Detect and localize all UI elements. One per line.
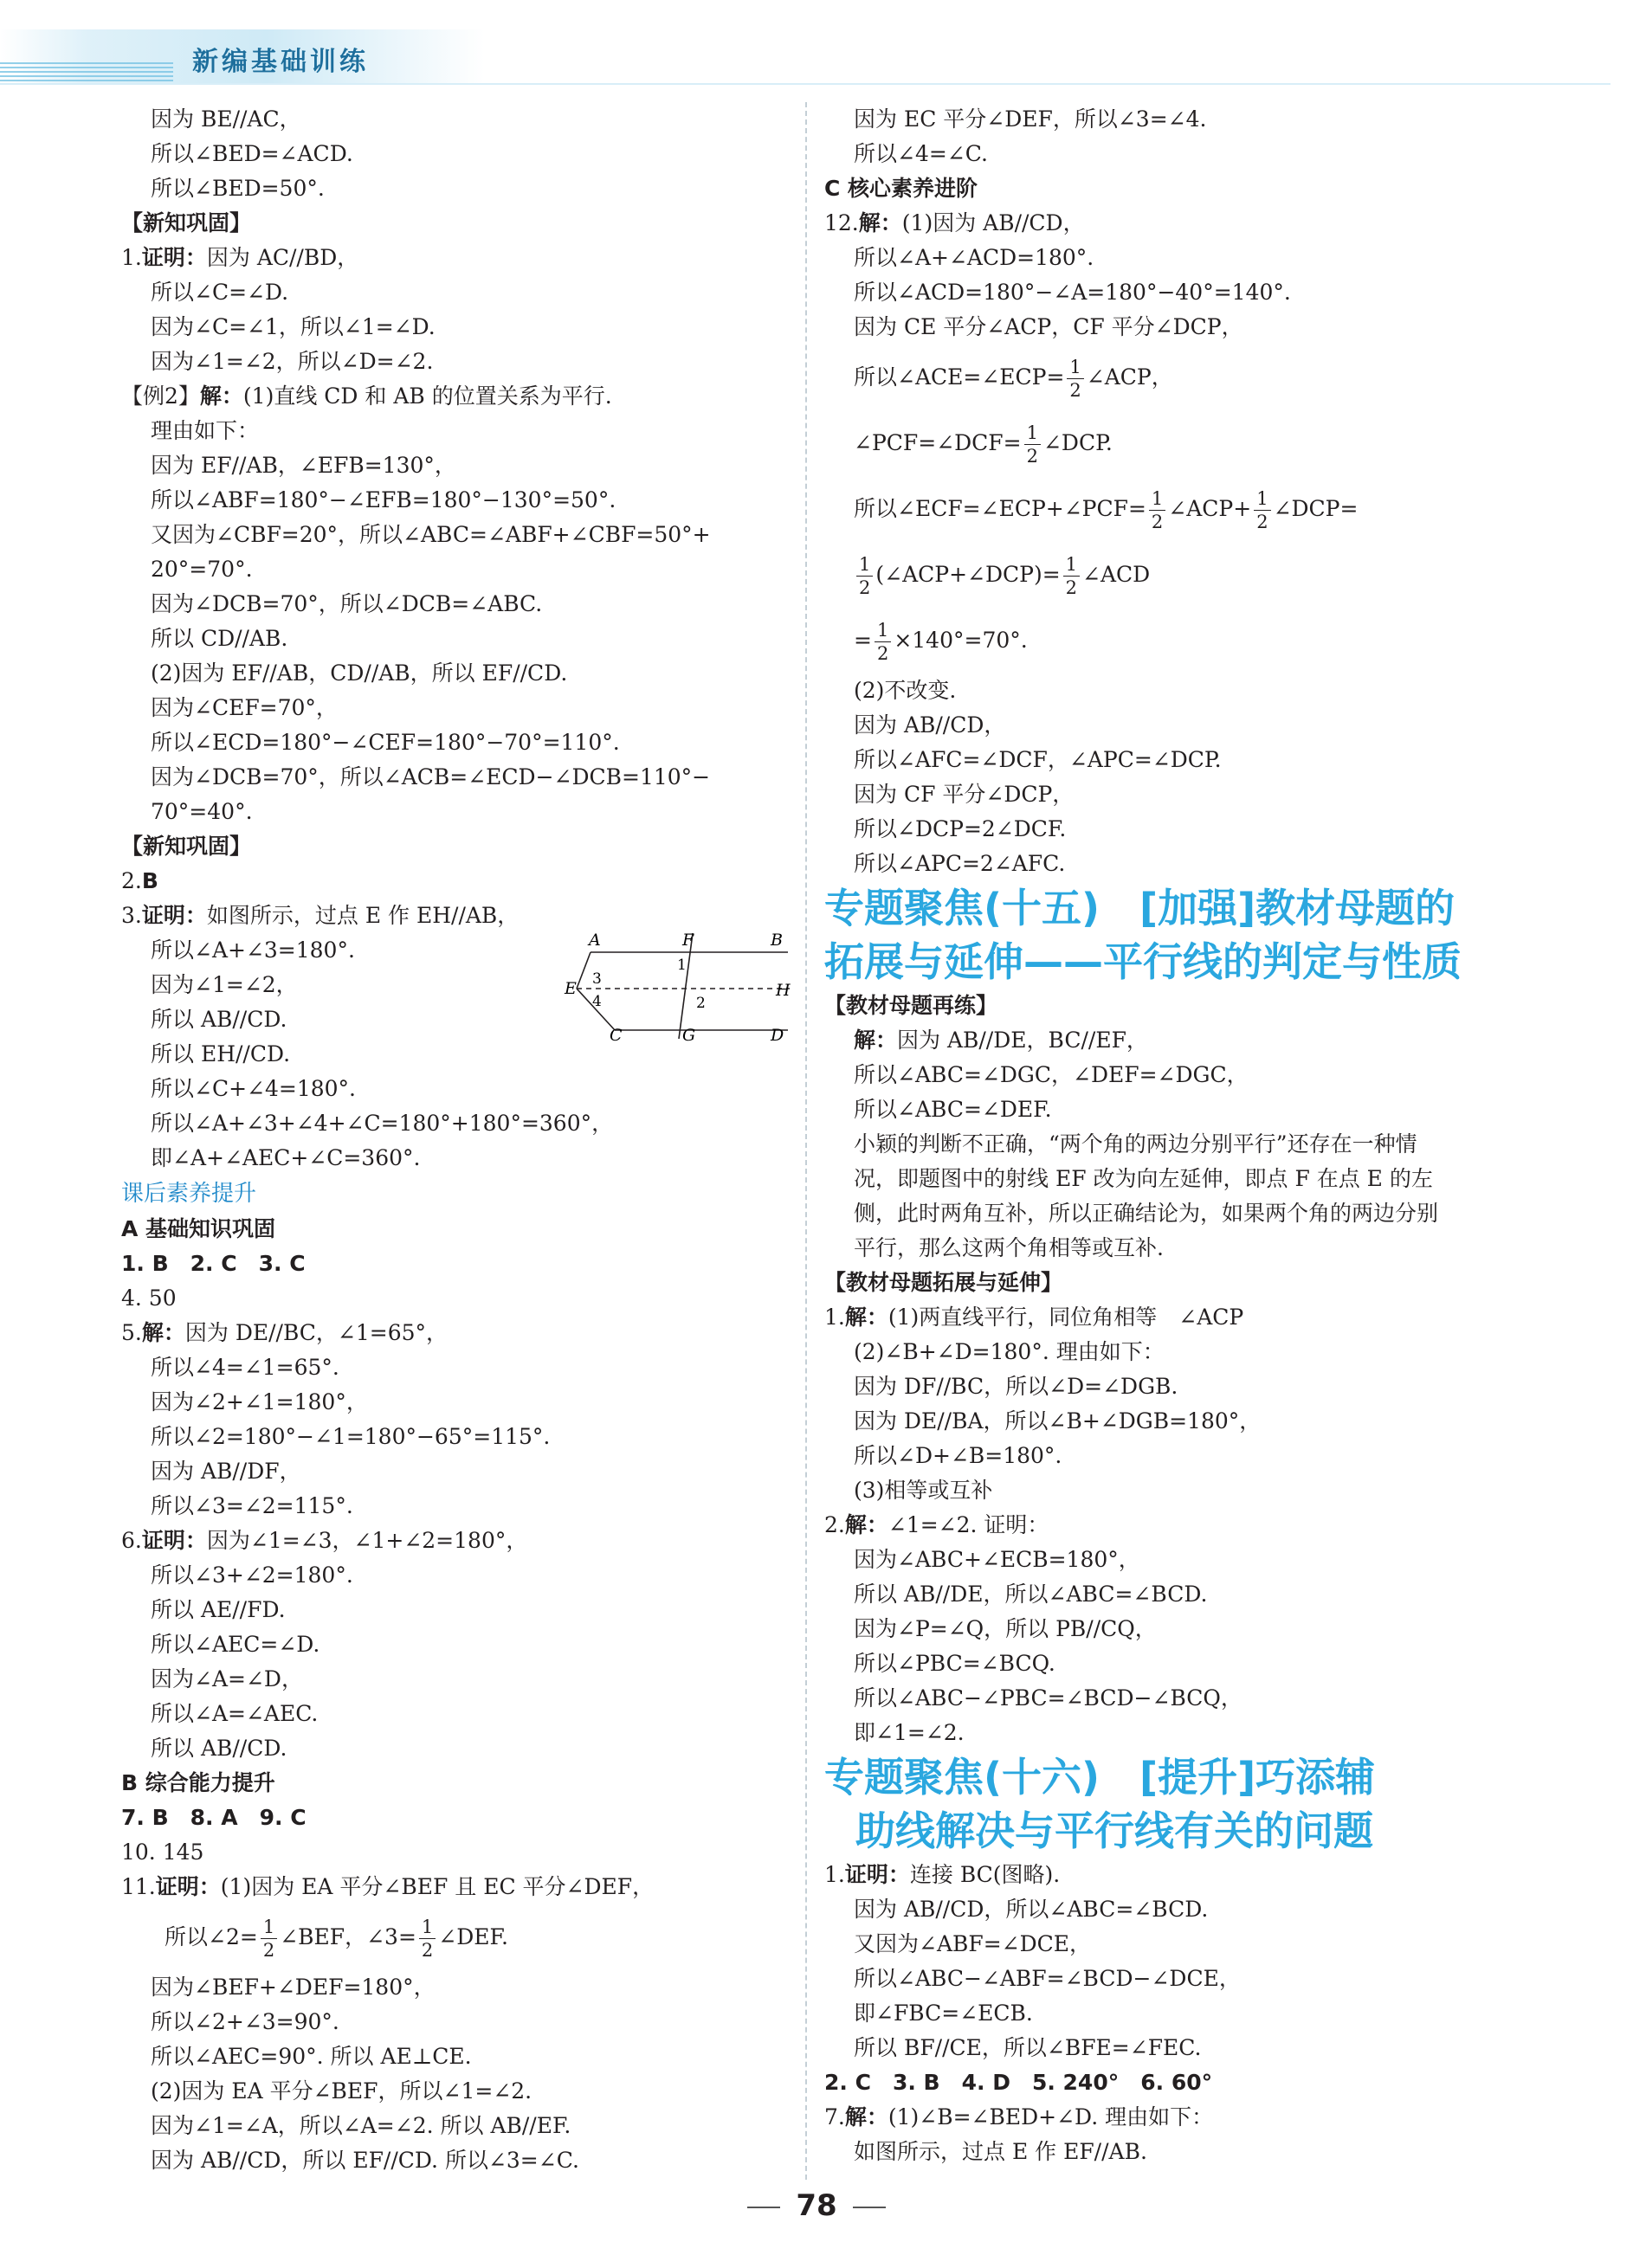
text-line: 10. 145 — [121, 1840, 204, 1865]
question-line: 1.解：(1)两直线平行，同位角相等 ∠ACP — [824, 1305, 1244, 1330]
topic-16-title-line2: 助线解决与平行线有关的问题 — [855, 1807, 1373, 1854]
question-line: 7.解：(1)∠B=∠BED+∠D. 理由如下： — [824, 2104, 1214, 2129]
question-line — [121, 1870, 797, 1904]
header-stripes — [0, 62, 173, 81]
text-line: 因为 AB//DF， — [151, 1459, 301, 1484]
text-line: 所以 AB//DE，所以∠ABC=∠BCD. — [854, 1582, 1208, 1607]
question-number: 3. — [121, 903, 142, 928]
text-line: 侧，此时两角互补，所以正确结论为，如果两个角的两边分别 — [854, 1201, 1439, 1226]
question-number: 11. — [121, 1874, 156, 1899]
subsection-heading: B 综合能力提升 — [121, 1770, 275, 1795]
text-line: 所以∠ABC−∠PBC=∠BCD−∠BCQ， — [854, 1685, 1242, 1711]
text-line: 所以 CD//AB. — [151, 626, 288, 651]
text-line: 因为∠DCB=70°，所以∠DCB=∠ABC. — [151, 591, 543, 616]
question-number: 2. — [121, 868, 142, 893]
subsection-heading: A 基础知识巩固 — [121, 1216, 276, 1241]
text-line: 所以 EH//CD. — [151, 1041, 291, 1066]
text-line: 所以∠4=∠1=65°. — [151, 1355, 339, 1380]
text-line: 所以∠BED=50°. — [151, 176, 325, 201]
text-line: 所以∠C=∠D. — [151, 280, 289, 305]
text-line: (3)相等或互补 — [854, 1478, 993, 1503]
text-line: 所以∠4=∠C. — [854, 141, 988, 166]
text-line: 所以 AB//CD. — [151, 1736, 287, 1761]
figure-label: A — [589, 931, 601, 950]
question-keyword: 解： — [199, 383, 243, 409]
text-line: 所以∠ACD=180°−∠A=180°−40°=140°. — [854, 280, 1291, 305]
text-line: 因为∠1=∠2， — [151, 972, 298, 997]
text-line: 因为 EC 平分∠DEF，所以∠3=∠4. — [854, 106, 1207, 132]
question-line: 2.解：∠1=∠2. 证明： — [824, 1512, 1049, 1537]
question-keyword: B — [141, 868, 158, 893]
figure-label: E — [565, 979, 577, 998]
text-line: 所以∠AEC=∠D. — [151, 1632, 320, 1657]
question-number: 【例2】 — [121, 383, 200, 409]
section-heading: 【新知巩固】 — [121, 834, 252, 859]
fraction-line: 所以∠2= $\frac{1}{2}$ ∠BEF，∠3= $\frac{1}{2}$ ∠DEF. — [165, 1917, 508, 1961]
figure-label: 4 — [592, 993, 602, 1010]
text-line: 20°=70°. — [151, 557, 253, 582]
text-line: 理由如下： — [151, 418, 260, 443]
figure-label: 1 — [677, 957, 687, 974]
question-keyword: 证明： — [155, 1874, 221, 1899]
answers-line: 7. B 8. A 9. C — [121, 1805, 307, 1830]
text-line: 因为∠2+∠1=180°， — [151, 1389, 368, 1414]
text-line: 平行，那么这两个角相等或互补. — [854, 1235, 1164, 1260]
text-line: 况，即题图中的射线 EF 改为向左延伸，即点 F 在点 E 的左 — [854, 1166, 1433, 1191]
text-line: 小颖的判断不正确，“两个角的两边分别平行”还存在一种情 — [854, 1131, 1417, 1157]
text-line: 所以∠AFC=∠DCF，∠APC=∠DCP. — [854, 747, 1222, 772]
question-number: 5. — [121, 1320, 142, 1345]
text-line: 因为∠DCB=70°，所以∠ACB=∠ECD−∠DCB=110°− — [151, 764, 711, 789]
text-line: 因为∠ABC+∠ECB=180°， — [854, 1547, 1140, 1572]
figure-label: G — [682, 1026, 696, 1045]
fraction-line: 所以∠ACE=∠ECP= $\frac{1}{2}$ ∠ACP， — [854, 357, 1173, 401]
question-keyword: 证明： — [141, 245, 207, 270]
text-line: 又因为∠ABF=∠DCE， — [854, 1931, 1092, 1956]
text-line: 所以∠2+∠3=90°. — [151, 2009, 339, 2034]
column-divider — [805, 102, 807, 2180]
text-line: (2)因为 EA 平分∠BEF，所以∠1=∠2. — [151, 2078, 532, 2104]
question-line — [121, 241, 797, 275]
figure-label: 2 — [696, 995, 706, 1012]
text-line: 所以∠AEC=90°. 所以 AE⊥CE. — [151, 2044, 472, 2069]
text-line: 因为∠BEF+∠DEF=180°， — [151, 1975, 436, 2000]
figure-label: H — [776, 981, 791, 1000]
text-line: 所以∠ABC−∠ABF=∠BCD−∠DCE， — [854, 1966, 1241, 1991]
question-number: 1. — [121, 245, 142, 270]
text-line: (2)因为 EF//AB，CD//AB，所以 EF//CD. — [151, 660, 568, 686]
text-line: 所以∠C+∠4=180°. — [151, 1076, 356, 1101]
text-line: 因为 CF 平分∠DCP， — [854, 782, 1075, 807]
question-number: 6. — [121, 1528, 142, 1553]
section-heading: 【教材母题再练】 — [824, 993, 998, 1018]
section-heading: C 核心素养进阶 — [824, 176, 978, 201]
text-line: 因为∠CEF=70°， — [151, 695, 338, 720]
text-line: 因为 DF//BC，所以∠D=∠DGB. — [854, 1374, 1178, 1399]
question-keyword: 证明： — [141, 903, 207, 928]
text-line: 因为∠P=∠Q，所以 PB//CQ， — [854, 1616, 1157, 1641]
text-line: 解：因为 AB//DE，BC//EF， — [854, 1028, 1148, 1053]
question-line — [121, 864, 797, 899]
header-title: 新编基础训练 — [192, 47, 369, 77]
question-keyword: 解： — [141, 1320, 185, 1345]
text-line: 即∠FBC=∠ECB. — [854, 2001, 1033, 2026]
text-line: 因为 EF//AB，∠EFB=130°， — [151, 453, 456, 478]
figure-label: B — [771, 931, 783, 950]
question-line — [121, 1524, 797, 1558]
page-number-dash — [853, 2207, 886, 2208]
text-line: 即∠A+∠AEC+∠C=360°. — [151, 1145, 421, 1170]
text-line: 所以∠ABC=∠DGC，∠DEF=∠DGC， — [854, 1062, 1249, 1087]
text-line: 因为 AB//CD，所以∠ABC=∠BCD. — [854, 1897, 1209, 1922]
text-line: 所以∠2=180°−∠1=180°−65°=115°. — [151, 1424, 551, 1449]
text-line: 70°=40°. — [151, 799, 253, 824]
text-line: (2)∠B+∠D=180°. 理由如下： — [854, 1339, 1165, 1364]
text-line: 所以 AE//FD. — [151, 1597, 286, 1622]
right-column — [824, 102, 1517, 2169]
question-line — [121, 1316, 797, 1350]
answers-line: 2. C 3. B 4. D 5. 240° 6. 60° — [824, 2070, 1213, 2095]
answers-line: 1. B 2. C 3. C — [121, 1251, 306, 1276]
topic-16-title-line1: 专题聚焦(十六) [提升]巧添辅 — [824, 1754, 1376, 1801]
question-text: 因为 AC//BD， — [206, 245, 359, 270]
question-text: 因为 DE//BC，∠1=65°， — [184, 1320, 449, 1345]
text-line: 所以∠A+∠3=180°. — [151, 937, 355, 963]
figure-label: 3 — [592, 970, 602, 988]
section-heading: 【新知巩固】 — [121, 210, 252, 235]
text-line: 所以∠D+∠B=180°. — [854, 1443, 1062, 1468]
fraction-line: = $\frac{1}{2}$ ×140°=70°. — [854, 620, 1028, 664]
section-heading: 【教材母题拓展与延伸】 — [824, 1270, 1063, 1295]
topic-15-title-line2: 拓展与延伸——平行线的判定与性质 — [824, 938, 1462, 985]
page-number-dash — [747, 2207, 780, 2208]
fraction-line: 所以∠ECF=∠ECP+∠PCF= $\frac{1}{2}$ ∠ACP+ $\frac{1}{2}$ ∠DCP= — [854, 488, 1359, 532]
question-text: (1)因为 EA 平分∠BEF 且 EC 平分∠DEF， — [220, 1874, 655, 1899]
text-line: 因为∠A=∠D， — [151, 1666, 303, 1691]
question-keyword: 证明： — [141, 1528, 207, 1553]
text-line: 即∠1=∠2. — [854, 1720, 965, 1745]
text-line: 所以∠A=∠AEC. — [151, 1701, 319, 1726]
text-line: 因为 DE//BA，所以∠B+∠DGB=180°， — [854, 1408, 1262, 1434]
figure-label: D — [771, 1026, 784, 1045]
text-line: 因为 AB//CD， — [854, 712, 1006, 738]
header-rule — [0, 83, 1610, 85]
text-line: 因为∠C=∠1，所以∠1=∠D. — [151, 314, 436, 339]
text-line: 所以∠A+∠3+∠4+∠C=180°+180°=360°， — [151, 1111, 614, 1136]
text-line: 所以∠ABF=180°−∠EFB=180°−130°=50°. — [151, 487, 616, 512]
text-line: 如图所示，过点 E 作 EF//AB. — [854, 2139, 1147, 2164]
text-line: 所以∠BED=∠ACD. — [151, 141, 353, 166]
text-line: 所以∠3+∠2=180°. — [151, 1562, 353, 1588]
text-line: 所以∠DCP=2∠DCF. — [854, 816, 1067, 841]
question-text: (1)直线 CD 和 AB 的位置关系为平行. — [242, 383, 612, 409]
text-line: 所以 AB//CD. — [151, 1007, 287, 1032]
left-column — [121, 102, 797, 2178]
figure-label: C — [610, 1026, 623, 1045]
text-line: 所以∠ECD=180°−∠CEF=180°−70°=110°. — [151, 730, 620, 755]
question-12: 12.解：(1)因为 AB//CD， — [824, 210, 1085, 235]
topic-15-title-line1: 专题聚焦(十五) [加强]教材母题的 — [824, 885, 1456, 931]
question-text: 如图所示，过点 E 作 EH//AB， — [206, 903, 520, 928]
text-line: 所以∠3=∠2=115°. — [151, 1493, 353, 1518]
question-line — [121, 379, 797, 414]
text-line: 因为 CE 平分∠ACP，CF 平分∠DCP， — [854, 314, 1243, 339]
text-line: 因为∠1=∠A，所以∠A=∠2. 所以 AB//EF. — [151, 2113, 571, 2138]
text-line: (2)不改变. — [854, 678, 957, 703]
text-line: 4. 50 — [121, 1285, 177, 1311]
parallel-lines-figure — [565, 928, 797, 1045]
text-line: 所以∠ABC=∠DEF. — [854, 1097, 1052, 1122]
fraction-line: $\frac{1}{2}$ (∠ACP+∠DCP)= $\frac{1}{2}$ ∠ACD — [824, 542, 1517, 608]
text-line: 所以∠APC=2∠AFC. — [854, 851, 1066, 876]
text-line: 所以∠PBC=∠BCQ. — [854, 1651, 1055, 1676]
page-number: 78 — [0, 2188, 1633, 2223]
section-title-blue: 课后素养提升 — [121, 1181, 257, 1207]
text-line: 所以 BF//CE，所以∠BFE=∠FEC. — [854, 2035, 1202, 2060]
fraction-line: ∠PCF=∠DCF= $\frac{1}{2}$ ∠DCP. — [854, 422, 1113, 467]
text-line: 因为 AB//CD，所以 EF//CD. 所以∠3=∠C. — [151, 2148, 579, 2173]
text-line: 因为∠1=∠2，所以∠D=∠2. — [151, 349, 434, 374]
figure-label: F — [682, 931, 694, 950]
question-line: 1.证明：连接 BC(图略). — [824, 1862, 1061, 1887]
text-line: 所以∠A+∠ACD=180°. — [854, 245, 1094, 270]
text-line: 因为 BE//AC， — [151, 106, 301, 132]
question-text: 因为∠1=∠3，∠1+∠2=180°， — [206, 1528, 528, 1553]
page-header — [0, 29, 1633, 85]
text-line: 又因为∠CBF=20°，所以∠ABC=∠ABF+∠CBF=50°+ — [151, 522, 711, 547]
